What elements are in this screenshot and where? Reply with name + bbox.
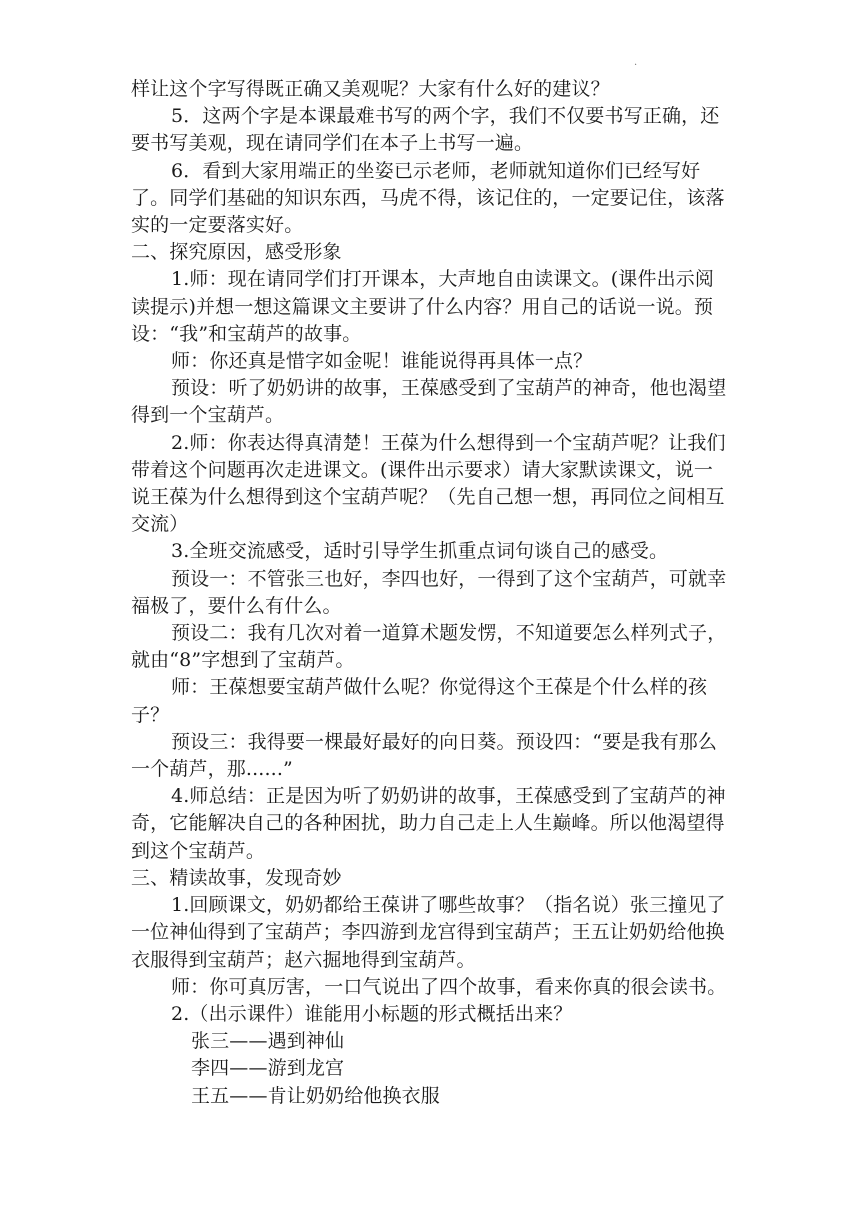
paragraph: 预设二：我有几次对着一道算术题发愣，不知道要怎么样列式子，就由“8”字想到了宝葫芦。 [131,622,727,672]
section-heading: 三、精读故事，发现奇妙 [131,866,342,889]
paragraph: 1.回顾课文，奶奶都给王葆讲了哪些故事？（指名说）张三撞见了一位神仙得到了宝葫芦；李四游到龙宫得到宝葫芦；王五让奶奶给他换衣服得到宝葫芦；赵六掘地得到宝葫芦。 [131,894,726,971]
paragraph: 2.师：你表达得真清楚！王葆为什么想得到一个宝葫芦呢？让我们带着这个问题再次走进课文。(课件出示要求）请大家默读课文，说一说王葆为什么想得到这个宝葫芦呢？（先自己想一想，再同位之间相互交流） [131,431,726,536]
section-heading: 二、探究原因，感受形象 [131,241,342,264]
paragraph: 5．这两个字是本课最难书写的两个字，我们不仅要书写正确，还要书写美观，现在请同学们在本子上书写一遍。 [131,105,720,155]
paragraph: 师：你还真是惜字如金呢！谁能说得再具体一点？ [171,350,593,373]
paragraph: 2.（出示课件）谁能用小标题的形式概括出来？ [171,1002,573,1025]
list-item: 王五——肯让奶奶给他换衣服 [191,1084,440,1107]
document-body [131,76,731,1110]
list-item: 李四——游到龙宫 [191,1057,345,1080]
paragraph: 师：王葆想要宝葫芦做什么呢？你觉得这个王葆是个什么样的孩子？ [131,676,708,726]
paragraph: 4.师总结：正是因为听了奶奶讲的故事，王葆感受到了宝葫芦的神奇，它能解决自己的各种困扰，助力自己走上人生巅峰。所以他渴望得到这个宝葫芦。 [131,785,726,862]
paragraph: 预设一：不管张三也好，李四也好，一得到了这个宝葫芦，可就幸福极了，要什么有什么。 [131,567,727,617]
paragraph: 预设：听了奶奶讲的故事，王葆感受到了宝葫芦的神奇，他也渴望得到一个宝葫芦。 [131,377,727,427]
corner-mark: . [634,57,638,68]
paragraph: 3.全班交流感受，适时引导学生抓重点词句谈自己的感受。 [171,540,669,563]
paragraph: 预设三：我得要一棵最好最好的向日葵。预设四：“要是我有那么一个葫芦，那......” [131,730,718,781]
paragraph: 样让这个字写得既正确又美观呢？大家有什么好的建议？ [131,78,610,100]
paragraph: 1.师：现在请同学们打开课本，大声地自由读课文。(课件出示阅读提示)并想一想这篇课文主要讲了什么内容？用自己的话说一说。预设：“我”和宝葫芦的故事。 [131,268,715,345]
paragraph: 6．看到大家用端正的坐姿已示老师，老师就知道你们已经写好了。同学们基础的知识东西，马虎不得，该记住的，一定要记住，该落实的一定要落实好。 [131,159,725,237]
paragraph: 师：你可真厉害，一口气说出了四个故事，看来你真的很会读书。 [171,975,727,998]
list-item: 张三——遇到神仙 [191,1030,345,1053]
